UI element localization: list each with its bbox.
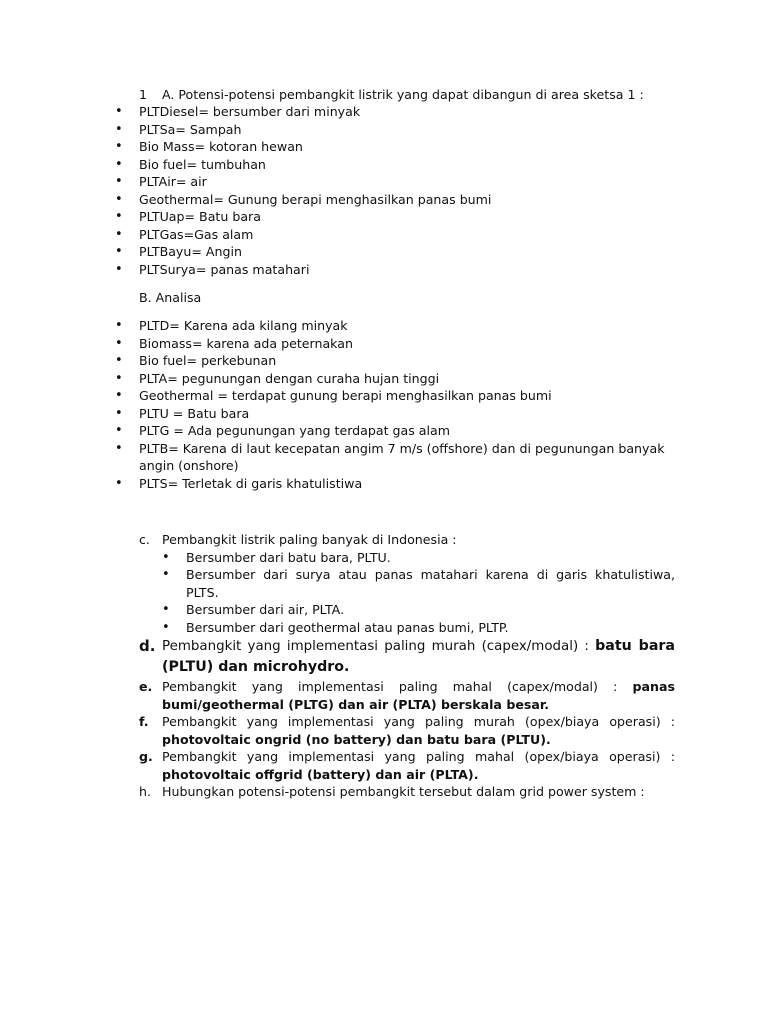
bullet-icon: • [115, 335, 123, 351]
sub-list-item: • Bersumber dari batu bara, PLTU. [162, 549, 391, 565]
bullet-icon: • [115, 156, 123, 172]
sub-list-item: • Bersumber dari geothermal atau panas bumi, PLTP. [162, 619, 509, 635]
list-item-f [139, 713, 675, 748]
list-item-emphasis: batu bara (PLTU) dan microhydro. [162, 638, 675, 675]
list-item: • PLTG = Ada pegunungan yang terdapat gas alam [115, 423, 450, 438]
bullet-icon: • [162, 549, 170, 565]
list-item-emphasis: panas bumi/geothermal (PLTG) dan air (PLTA) berskala besar. [162, 679, 675, 712]
list-item: • Geothermal = terdapat gunung berapi menghasilkan panas bumi [115, 388, 552, 403]
list-marker: g. [139, 749, 153, 764]
list-item-e [139, 678, 675, 713]
bullet-icon: • [115, 440, 123, 456]
bullet-icon: • [115, 353, 123, 368]
list-item-text: Pembangkit yang implementasi paling mahal (capex/modal) : [162, 679, 633, 694]
list-marker: d. [139, 637, 156, 655]
bullet-icon: • [115, 405, 123, 421]
bullet-icon: • [115, 423, 123, 438]
list-item: • PLTU = Batu bara [115, 405, 250, 421]
bullet-icon: • [115, 104, 123, 119]
list-item-emphasis: photovoltaic offgrid (battery) dan air (PLTA). [162, 766, 479, 782]
bullet-icon: • [115, 121, 123, 137]
sub-list-item: • Bersumber dari surya atau panas matahari karena di garis khatulistiwa, PLTS. [162, 567, 675, 600]
bullet-icon: • [115, 191, 123, 207]
list-item: • PLTDiesel= bersumber dari minyak [115, 104, 361, 119]
list-item-text: Pembangkit yang implementasi yang paling murah (opex/biaya operasi) : [162, 714, 675, 729]
bullet-icon: • [115, 226, 123, 242]
bullet-icon: • [162, 619, 170, 635]
bullet-icon: • [162, 602, 170, 617]
bullet-icon: • [115, 318, 123, 333]
list-item: • PLTS= Terletak di garis khatulistiwa [115, 475, 363, 491]
list-marker: e. [139, 679, 153, 694]
bullet-icon: • [115, 244, 123, 259]
sub-list [162, 549, 675, 637]
list-item-g [139, 748, 675, 783]
list-item-text: Pembangkit yang implementasi paling murah (capex/modal) : [162, 639, 596, 654]
bullet-icon: • [115, 388, 123, 403]
list-item: • PLTAir= air [115, 174, 207, 189]
list-marker: f. [139, 714, 149, 729]
list-item-emphasis: photovoltaic ongrid (no battery) dan batu bara (PLTU). [162, 731, 551, 747]
list-item: • PLTUap= Batu bara [115, 209, 261, 224]
bullet-icon: • [115, 370, 123, 386]
section-a-number: 1 [139, 87, 148, 102]
list-item: • Bio fuel= tumbuhan [115, 156, 266, 172]
bullet-icon: • [115, 261, 123, 277]
list-item-c [139, 531, 675, 636]
bullet-icon: • [115, 139, 123, 154]
list-item-text: Pembangkit yang implementasi yang paling mahal (opex/biaya operasi) : [162, 749, 675, 764]
list-item: • PLTBayu= Angin [115, 244, 242, 259]
section-a-heading [139, 87, 644, 102]
list-item-d [139, 636, 675, 678]
analysis-list [115, 317, 679, 492]
sub-list-item: • Bersumber dari air, PLTA. [162, 602, 345, 617]
section-b-heading: B. Analisa [139, 290, 202, 305]
list-item: • PLTGas=Gas alam [115, 226, 254, 242]
list-item-text: Hubungkan potensi-potensi pembangkit tersebut dalam grid power system : [162, 784, 645, 799]
bullet-icon: • [115, 209, 123, 224]
bullet-icon: • [162, 567, 170, 582]
list-item: • PLTSa= Sampah [115, 121, 242, 137]
potential-list [115, 103, 679, 278]
list-item: • PLTA= pegunungan dengan curaha hujan tinggi [115, 370, 440, 386]
list-item: • PLTSurya= panas matahari [115, 261, 310, 277]
list-item: • PLTD= Karena ada kilang minyak [115, 318, 348, 333]
list-marker: c. [139, 532, 150, 547]
lettered-list [139, 531, 675, 801]
list-item: • Bio Mass= kotoran hewan [115, 139, 303, 154]
list-marker: h. [139, 784, 151, 799]
bullet-icon: • [115, 475, 123, 491]
list-item: • Geothermal= Gunung berapi menghasilkan panas bumi [115, 191, 492, 207]
list-item: • Bio fuel= perkebunan [115, 353, 277, 368]
list-item: • PLTB= Karena di laut kecepatan angim 7 m/s (offshore) dan di pegunungan banyak angin (onshore) [115, 440, 665, 473]
bullet-icon: • [115, 174, 123, 189]
list-item-text: Pembangkit listrik paling banyak di Indonesia : [162, 532, 457, 547]
section-a-title: A. Potensi-potensi pembangkit listrik yang dapat dibangun di area sketsa 1 : [162, 87, 644, 102]
list-item-h [139, 783, 675, 801]
list-item: • Biomass= karena ada peternakan [115, 335, 353, 351]
